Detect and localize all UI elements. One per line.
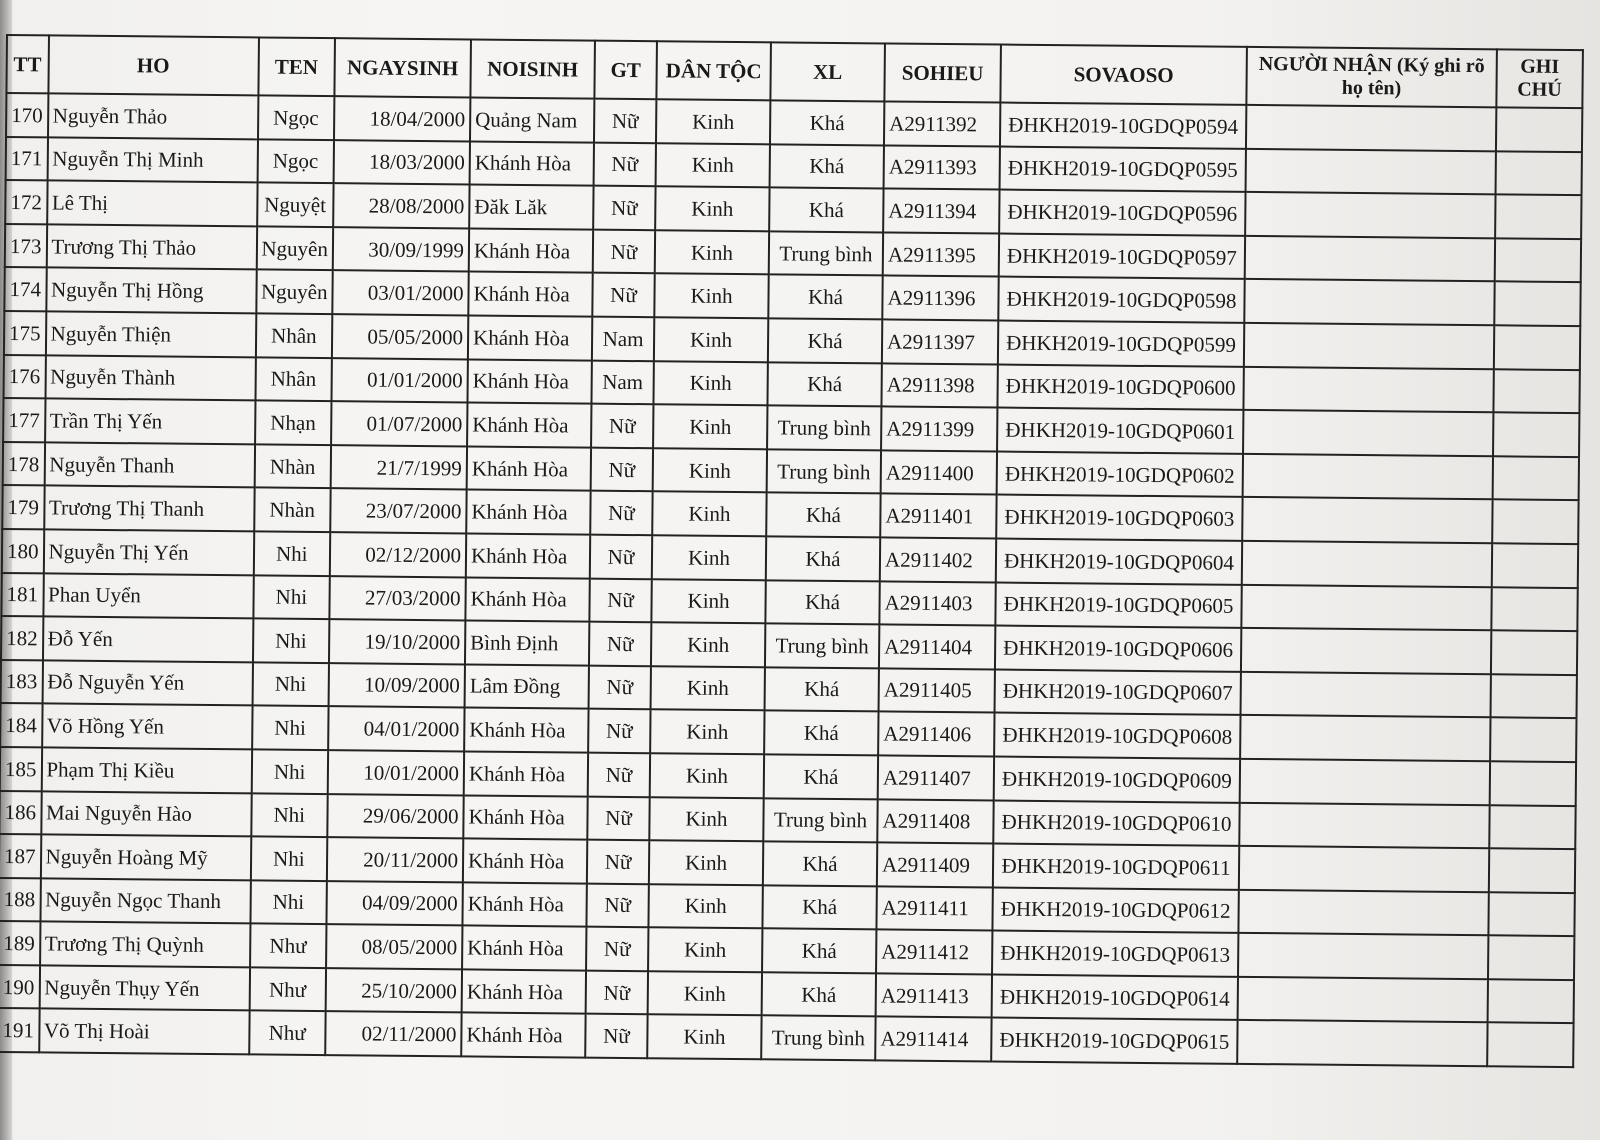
cell-ten: Như: [250, 924, 327, 968]
cell-ghichu: [1492, 543, 1578, 587]
cell-nguoinhan-signature: [1238, 933, 1488, 979]
cell-sovaoso: ĐHKH2019-10GDQP0606: [995, 626, 1241, 672]
cell-sohieu: A2911412: [876, 930, 992, 975]
cell-dantoc: Kinh: [654, 317, 768, 362]
col-header-noisinh: NOISINH: [470, 39, 595, 98]
cell-noisinh: Khánh Hòa: [465, 577, 589, 622]
cell-ghichu: [1496, 151, 1582, 195]
cell-dantoc: Kinh: [650, 710, 764, 755]
cell-noisinh: Khánh Hòa: [462, 882, 586, 927]
cell-ho: Trương Thị Thanh: [44, 486, 254, 532]
cell-gt: Nữ: [587, 840, 649, 884]
cell-xl: Khá: [766, 536, 880, 581]
cell-ghichu: [1487, 1023, 1573, 1067]
cell-ho: Nguyễn Ngọc Thanh: [40, 878, 250, 924]
cell-dantoc: Kinh: [651, 579, 765, 624]
cell-ghichu: [1489, 805, 1575, 849]
cell-nguoinhan-signature: [1244, 323, 1494, 369]
cell-ngaysinh: 01/01/2000: [331, 358, 467, 403]
cell-sohieu: A2911401: [880, 494, 996, 539]
cell-tt: 170: [6, 93, 48, 137]
cell-ngaysinh: 25/10/2000: [326, 968, 462, 1013]
cell-ghichu: [1491, 630, 1577, 674]
cell-xl: Khá: [768, 318, 882, 363]
cell-tt: 177: [3, 398, 45, 442]
cell-ghichu: [1488, 892, 1574, 936]
cell-ten: Nhàn: [254, 444, 331, 488]
cell-ngaysinh: 21/7/1999: [331, 445, 467, 490]
cell-xl: Khá: [768, 275, 882, 320]
cell-ngaysinh: 19/10/2000: [329, 619, 465, 664]
cell-ho: Nguyễn Thị Minh: [47, 137, 257, 183]
col-header-ho: HO: [48, 35, 259, 95]
cell-gt: Nữ: [592, 273, 654, 317]
cell-tt: 181: [1, 573, 43, 617]
cell-dantoc: Kinh: [653, 361, 767, 406]
cell-ghichu: [1494, 282, 1580, 326]
cell-sovaoso: ĐHKH2019-10GDQP0614: [992, 974, 1238, 1020]
cell-nguoinhan-signature: [1237, 1020, 1487, 1066]
cell-ten: Nhi: [252, 619, 329, 663]
cell-ho: Nguyễn Thị Yến: [43, 529, 253, 575]
cell-ho: Phạm Thị Kiều: [41, 747, 251, 793]
cell-tt: 175: [4, 311, 46, 355]
cell-ten: Nhi: [253, 531, 330, 575]
cell-gt: Nữ: [589, 622, 651, 666]
cell-xl: Khá: [765, 580, 879, 625]
cell-dantoc: Kinh: [653, 448, 767, 493]
cell-tt: 186: [0, 790, 41, 834]
cell-xl: Khá: [769, 188, 883, 233]
cell-ho: Nguyễn Thanh: [44, 442, 254, 488]
cell-ho: Nguyễn Thụy Yến: [39, 965, 249, 1011]
cell-nguoinhan-signature: [1241, 628, 1491, 674]
cell-noisinh: Khánh Hòa: [464, 751, 588, 796]
cell-dantoc: Kinh: [651, 666, 765, 711]
cell-ngaysinh: 05/05/2000: [332, 314, 468, 359]
cell-sohieu: A2911414: [875, 1017, 991, 1062]
cell-xl: Khá: [763, 841, 877, 886]
col-header-xl: XL: [770, 42, 885, 101]
cell-gt: Nữ: [594, 99, 656, 143]
cell-gt: Nữ: [588, 753, 650, 797]
cell-ngaysinh: 04/09/2000: [326, 881, 462, 926]
cell-ten: Nhân: [255, 357, 332, 401]
cell-ghichu: [1489, 848, 1575, 892]
cell-ghichu: [1494, 325, 1580, 369]
cell-ghichu: [1488, 936, 1574, 980]
cell-sovaoso: ĐHKH2019-10GDQP0615: [991, 1018, 1237, 1064]
cell-gt: Nữ: [586, 970, 648, 1014]
cell-tt: 172: [5, 180, 47, 224]
cell-xl: Khá: [762, 885, 876, 930]
cell-dantoc: Kinh: [648, 971, 762, 1016]
cell-ten: Nhân: [255, 313, 332, 357]
cell-nguoinhan-signature: [1242, 497, 1492, 543]
cell-ghichu: [1495, 194, 1581, 238]
cell-ngaysinh: 29/06/2000: [327, 794, 463, 839]
cell-sohieu: A2911403: [879, 581, 995, 626]
cell-nguoinhan-signature: [1243, 366, 1493, 412]
cell-gt: Nữ: [586, 927, 648, 971]
cell-gt: Nữ: [591, 404, 653, 448]
cell-ngaysinh: 27/03/2000: [329, 576, 465, 621]
cell-sovaoso: ĐHKH2019-10GDQP0600: [997, 364, 1243, 410]
cell-tt: 176: [4, 355, 46, 399]
cell-noisinh: Khánh Hòa: [466, 533, 590, 578]
cell-ngaysinh: 03/01/2000: [332, 271, 468, 316]
cell-noisinh: Khánh Hòa: [464, 708, 588, 753]
cell-ho: Phan Uyển: [43, 573, 253, 619]
cell-tt: 188: [0, 878, 40, 922]
cell-sohieu: A2911408: [877, 799, 993, 844]
cell-dantoc: Kinh: [649, 840, 763, 885]
col-header-sohieu: SOHIEU: [884, 43, 1001, 102]
roster-body: [0, 93, 1582, 1067]
cell-ten: Nhi: [250, 836, 327, 880]
cell-gt: Nữ: [588, 709, 650, 753]
cell-gt: Nữ: [593, 229, 655, 273]
cell-gt: Nữ: [589, 578, 651, 622]
cell-ngaysinh: 02/11/2000: [325, 1012, 461, 1057]
cell-sohieu: A2911399: [881, 407, 997, 452]
cell-ngaysinh: 20/11/2000: [327, 837, 463, 882]
cell-ho: Nguyễn Thị Hồng: [46, 268, 256, 314]
cell-dantoc: Kinh: [650, 753, 764, 798]
cell-sovaoso: ĐHKH2019-10GDQP0597: [999, 233, 1245, 279]
cell-nguoinhan-signature: [1245, 236, 1495, 282]
cell-sohieu: A2911409: [877, 842, 993, 887]
cell-xl: Khá: [764, 754, 878, 799]
cell-nguoinhan-signature: [1245, 192, 1495, 238]
cell-dantoc: Kinh: [656, 99, 770, 144]
cell-dantoc: Kinh: [651, 622, 765, 667]
cell-ho: Mai Nguyễn Hào: [41, 791, 251, 837]
cell-ghichu: [1491, 674, 1577, 718]
cell-gt: Nữ: [586, 883, 648, 927]
cell-sovaoso: ĐHKH2019-10GDQP0611: [993, 844, 1239, 890]
cell-sovaoso: ĐHKH2019-10GDQP0609: [994, 756, 1240, 802]
graduate-roster-table: [0, 34, 1584, 1068]
cell-ghichu: [1492, 500, 1578, 544]
cell-sovaoso: ĐHKH2019-10GDQP0612: [992, 887, 1238, 933]
cell-sohieu: A2911398: [881, 363, 997, 408]
cell-tt: 178: [3, 442, 45, 486]
cell-nguoinhan-signature: [1239, 802, 1489, 848]
cell-noisinh: Khánh Hòa: [462, 969, 586, 1014]
cell-sovaoso: ĐHKH2019-10GDQP0610: [993, 800, 1239, 846]
cell-nguoinhan-signature: [1243, 410, 1493, 456]
cell-noisinh: Khánh Hòa: [470, 141, 594, 186]
cell-ten: Ngọc: [258, 95, 335, 139]
cell-xl: Khá: [766, 493, 880, 538]
cell-ngaysinh: 18/03/2000: [334, 140, 470, 185]
cell-ho: Nguyễn Thiện: [45, 311, 255, 357]
cell-ten: Nhi: [251, 749, 328, 793]
cell-sovaoso: ĐHKH2019-10GDQP0601: [997, 408, 1243, 454]
cell-ho: Trần Thị Yến: [45, 399, 255, 445]
cell-sohieu: A2911392: [884, 101, 1000, 146]
cell-tt: 171: [6, 137, 48, 181]
cell-gt: Nam: [592, 317, 654, 361]
cell-sovaoso: ĐHKH2019-10GDQP0604: [996, 538, 1242, 584]
cell-dantoc: Kinh: [648, 927, 762, 972]
cell-gt: Nữ: [589, 665, 651, 709]
cell-sohieu: A2911407: [878, 755, 994, 800]
cell-nguoinhan-signature: [1240, 759, 1490, 805]
cell-ten: Như: [249, 967, 326, 1011]
cell-gt: Nữ: [594, 142, 656, 186]
cell-ngaysinh: 28/08/2000: [333, 183, 469, 228]
cell-ho: Trương Thị Quỳnh: [40, 922, 250, 968]
cell-ghichu: [1495, 238, 1581, 282]
cell-sohieu: A2911405: [879, 668, 995, 713]
cell-noisinh: Khánh Hòa: [468, 315, 592, 360]
cell-nguoinhan-signature: [1238, 977, 1488, 1023]
cell-ghichu: [1493, 412, 1579, 456]
cell-dantoc: Kinh: [655, 230, 769, 275]
cell-noisinh: Khánh Hòa: [463, 795, 587, 840]
cell-ghichu: [1491, 587, 1577, 631]
cell-sovaoso: ĐHKH2019-10GDQP0603: [996, 495, 1242, 541]
cell-xl: Trung bình: [763, 798, 877, 843]
cell-gt: Nữ: [587, 796, 649, 840]
cell-sovaoso: ĐHKH2019-10GDQP0608: [994, 713, 1240, 759]
cell-noisinh: Khánh Hòa: [467, 446, 591, 491]
cell-ho: Nguyễn Hoàng Mỹ: [40, 834, 250, 880]
cell-xl: Trung bình: [767, 449, 881, 494]
cell-ten: Nguyệt: [257, 183, 334, 227]
cell-sohieu: A2911411: [876, 886, 992, 931]
cell-nguoinhan-signature: [1244, 279, 1494, 325]
cell-ngaysinh: 02/12/2000: [330, 532, 466, 577]
cell-tt: 184: [0, 703, 42, 747]
cell-ten: Nguyên: [256, 226, 333, 270]
cell-noisinh: Khánh Hòa: [461, 1013, 585, 1058]
cell-nguoinhan-signature: [1241, 584, 1491, 630]
cell-xl: Khá: [767, 362, 881, 407]
cell-ten: Ngọc: [257, 139, 334, 183]
cell-xl: Trung bình: [769, 231, 883, 276]
cell-nguoinhan-signature: [1246, 149, 1496, 195]
cell-dantoc: Kinh: [654, 274, 768, 319]
cell-ho: Lê Thị: [47, 181, 257, 227]
cell-ten: Nhạn: [255, 401, 332, 445]
cell-xl: Trung bình: [761, 1016, 875, 1061]
cell-sovaoso: ĐHKH2019-10GDQP0594: [1000, 103, 1246, 149]
cell-sohieu: A2911397: [882, 319, 998, 364]
cell-nguoinhan-signature: [1241, 672, 1491, 718]
cell-sohieu: A2911402: [880, 537, 996, 582]
cell-dantoc: Kinh: [652, 492, 766, 537]
cell-nguoinhan-signature: [1239, 846, 1489, 892]
cell-dantoc: Kinh: [656, 143, 770, 188]
cell-sovaoso: ĐHKH2019-10GDQP0605: [995, 582, 1241, 628]
cell-ghichu: [1490, 718, 1576, 762]
cell-noisinh: Lâm Đồng: [465, 664, 589, 709]
cell-tt: 185: [0, 747, 42, 791]
cell-nguoinhan-signature: [1243, 454, 1493, 500]
cell-ten: Nhi: [251, 793, 328, 837]
cell-ten: Nhi: [250, 880, 327, 924]
cell-dantoc: Kinh: [652, 535, 766, 580]
cell-nguoinhan-signature: [1242, 541, 1492, 587]
cell-ho: Nguyễn Thảo: [48, 93, 258, 139]
cell-ten: Nhi: [252, 706, 329, 750]
cell-dantoc: Kinh: [647, 1015, 761, 1060]
col-header-nguoinhan: NGƯỜI NHẬN (Ký ghi rõ họ tên): [1246, 47, 1497, 107]
cell-sovaoso: ĐHKH2019-10GDQP0595: [1000, 146, 1246, 192]
cell-ngaysinh: 10/01/2000: [328, 750, 464, 795]
cell-ho: Nguyễn Thành: [45, 355, 255, 401]
cell-noisinh: Khánh Hòa: [467, 359, 591, 404]
col-header-sovaoso: SOVAOSO: [1000, 45, 1247, 105]
cell-noisinh: Bình Định: [465, 621, 589, 666]
cell-tt: 189: [0, 921, 40, 965]
cell-nguoinhan-signature: [1238, 890, 1488, 936]
cell-gt: Nữ: [593, 186, 655, 230]
cell-sohieu: A2911393: [884, 145, 1000, 190]
cell-ngaysinh: 04/01/2000: [328, 706, 464, 751]
cell-ngaysinh: 01/07/2000: [331, 401, 467, 446]
cell-dantoc: Kinh: [655, 186, 769, 231]
cell-ngaysinh: 08/05/2000: [326, 924, 462, 969]
cell-sohieu: A2911394: [883, 189, 999, 234]
cell-gt: Nữ: [590, 535, 652, 579]
cell-sohieu: A2911413: [876, 973, 992, 1018]
cell-tt: 182: [1, 616, 43, 660]
cell-xl: Khá: [770, 144, 884, 189]
cell-gt: Nữ: [591, 447, 653, 491]
cell-nguoinhan-signature: [1240, 715, 1490, 761]
cell-sohieu: A2911396: [882, 276, 998, 321]
cell-noisinh: Khánh Hòa: [469, 228, 593, 273]
cell-sohieu: A2911404: [879, 625, 995, 670]
col-header-dantoc: DÂN TỘC: [656, 41, 771, 100]
cell-dantoc: Kinh: [649, 797, 763, 842]
cell-ghichu: [1493, 369, 1579, 413]
cell-xl: Khá: [764, 711, 878, 756]
cell-ten: Như: [249, 1011, 326, 1055]
cell-sovaoso: ĐHKH2019-10GDQP0598: [998, 277, 1244, 323]
cell-xl: Khá: [765, 667, 879, 712]
col-header-ngaysinh: NGAYSINH: [334, 38, 471, 97]
cell-ten: Nhi: [252, 662, 329, 706]
cell-ho: Võ Hồng Yến: [42, 704, 252, 750]
cell-noisinh: Khánh Hòa: [463, 839, 587, 884]
cell-sohieu: A2911395: [883, 232, 999, 277]
cell-ho: Trương Thị Thảo: [46, 224, 256, 270]
cell-ngaysinh: 23/07/2000: [330, 488, 466, 533]
cell-xl: Khá: [770, 100, 884, 145]
cell-ten: Nguyên: [256, 270, 333, 314]
cell-tt: 174: [4, 267, 46, 311]
cell-ten: Nhàn: [254, 488, 331, 532]
cell-xl: Khá: [762, 929, 876, 974]
cell-ngaysinh: 18/04/2000: [334, 96, 470, 141]
cell-dantoc: Kinh: [653, 404, 767, 449]
col-header-ghichu: GHI CHÚ: [1496, 49, 1583, 108]
cell-ho: Võ Thị Hoài: [39, 1009, 249, 1055]
cell-xl: Trung bình: [765, 623, 879, 668]
cell-noisinh: Khánh Hòa: [462, 926, 586, 971]
cell-noisinh: Khánh Hòa: [467, 403, 591, 448]
cell-ho: Đỗ Nguyễn Yến: [42, 660, 252, 706]
cell-noisinh: Đăk Lăk: [469, 185, 593, 230]
cell-noisinh: Khánh Hòa: [466, 490, 590, 535]
cell-sovaoso: ĐHKH2019-10GDQP0596: [999, 190, 1245, 236]
cell-tt: 183: [1, 660, 43, 704]
cell-ghichu: [1496, 107, 1582, 151]
cell-tt: 173: [5, 224, 47, 268]
cell-ghichu: [1493, 456, 1579, 500]
cell-sovaoso: ĐHKH2019-10GDQP0607: [995, 669, 1241, 715]
cell-dantoc: Kinh: [648, 884, 762, 929]
cell-sovaoso: ĐHKH2019-10GDQP0602: [997, 451, 1243, 497]
cell-sovaoso: ĐHKH2019-10GDQP0613: [992, 931, 1238, 977]
cell-tt: 191: [0, 1008, 39, 1052]
cell-xl: Trung bình: [767, 405, 881, 450]
cell-ho: Đỗ Yến: [42, 617, 252, 663]
cell-tt: 190: [0, 965, 40, 1009]
cell-sohieu: A2911400: [881, 450, 997, 495]
cell-noisinh: Khánh Hòa: [468, 272, 592, 317]
cell-ngaysinh: 10/09/2000: [329, 663, 465, 708]
cell-gt: Nam: [591, 360, 653, 404]
cell-ngaysinh: 30/09/1999: [333, 227, 469, 272]
cell-tt: 179: [2, 485, 44, 529]
cell-sovaoso: ĐHKH2019-10GDQP0599: [998, 321, 1244, 367]
col-header-tt: TT: [6, 35, 48, 93]
cell-xl: Khá: [762, 972, 876, 1017]
cell-tt: 180: [2, 529, 44, 573]
cell-sohieu: A2911406: [878, 712, 994, 757]
cell-tt: 187: [0, 834, 41, 878]
cell-ghichu: [1490, 761, 1576, 805]
cell-nguoinhan-signature: [1246, 105, 1496, 151]
cell-ten: Nhi: [253, 575, 330, 619]
col-header-gt: GT: [594, 41, 657, 100]
cell-noisinh: Quảng Nam: [470, 97, 594, 142]
col-header-ten: TEN: [258, 37, 335, 96]
cell-gt: Nữ: [590, 491, 652, 535]
cell-ghichu: [1488, 979, 1574, 1023]
cell-gt: Nữ: [585, 1014, 647, 1058]
